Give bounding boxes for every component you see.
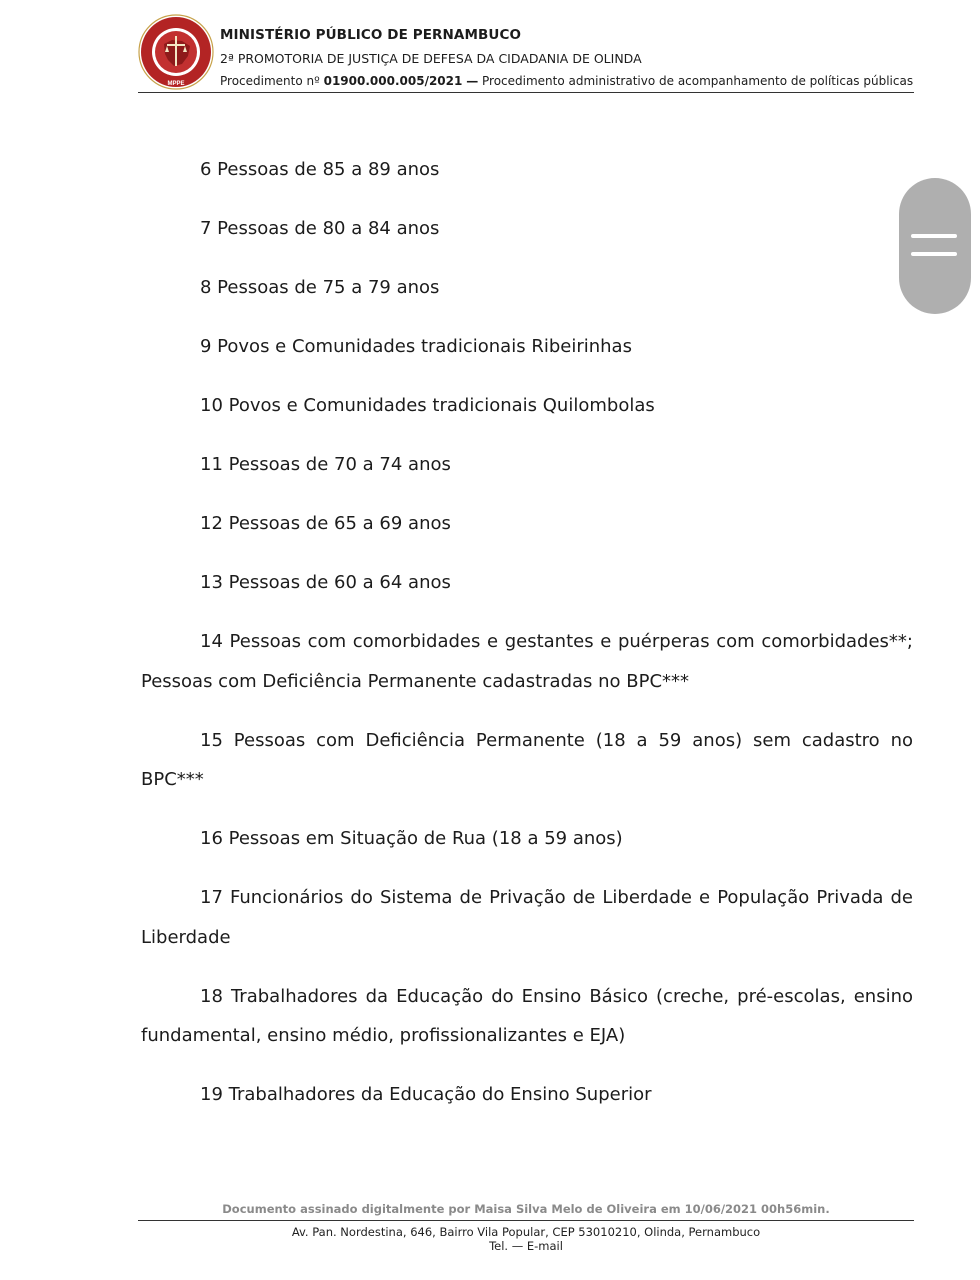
list-item: 14 Pessoas com comorbidades e gestantes e puérperas com comorbidades**; Pessoas com Deficiência Permanente cadastradas no BPC***: [141, 631, 913, 692]
footer-address-block: [0, 1225, 980, 1253]
list-item: 8 Pessoas de 75 a 79 anos: [200, 277, 440, 298]
list-item: 16 Pessoas em Situação de Rua (18 a 59 anos): [200, 828, 623, 849]
procedure-description: Procedimento administrativo de acompanhamento de políticas públicas: [482, 74, 914, 88]
scroll-drag-handle[interactable]: [899, 178, 971, 314]
list-item: 6 Pessoas de 85 a 89 anos: [200, 159, 440, 180]
procedure-dash: —: [466, 74, 479, 88]
list-item: 7 Pessoas de 80 a 84 anos: [200, 218, 440, 239]
department-name: 2ª PROMOTORIA DE JUSTIÇA DE DEFESA DA CIDADANIA DE OLINDA: [220, 51, 642, 66]
list-item: 10 Povos e Comunidades tradicionais Quilombolas: [200, 395, 655, 416]
procedure-line: [220, 70, 913, 93]
list-item: 12 Pessoas de 65 a 69 anos: [200, 513, 451, 534]
document-header: [138, 12, 914, 93]
svg-text:MPPE: MPPE: [167, 81, 185, 87]
list-item: 17 Funcionários do Sistema de Privação de Liberdade e População Privada de Liberdade: [141, 887, 913, 948]
list-item: 13 Pessoas de 60 a 64 anos: [200, 572, 451, 593]
priority-groups-list: [141, 150, 913, 1134]
footer-contact: Tel. — E-mail: [489, 1239, 563, 1253]
list-item: 9 Povos e Comunidades tradicionais Ribeirinhas: [200, 336, 632, 357]
procedure-prefix: Procedimento nº: [220, 74, 320, 88]
procedure-number: 01900.000.005/2021: [323, 74, 463, 88]
list-item: 18 Trabalhadores da Educação do Ensino Básico (creche, pré-escolas, ensino fundamental, ensino médio, profissionalizantes e EJA): [141, 985, 913, 1046]
digital-signature-note: Documento assinado digitalmente por Maisa Silva Melo de Oliveira em 10/06/2021 00h56min.: [222, 1202, 830, 1216]
header-text-block: [220, 24, 913, 93]
list-item: 19 Trabalhadores da Educação do Ensino Superior: [200, 1084, 652, 1105]
mppe-seal-logo: [138, 14, 214, 90]
footer-address: Av. Pan. Nordestina, 646, Bairro Vila Popular, CEP 53010210, Olinda, Pernambuco: [291, 1225, 761, 1239]
footer-divider: [138, 1220, 914, 1221]
list-item: 15 Pessoas com Deficiência Permanente (18 a 59 anos) sem cadastro no BPC***: [141, 729, 913, 790]
list-item: 11 Pessoas de 70 a 74 anos: [200, 454, 451, 475]
organization-name: MINISTÉRIO PÚBLICO DE PERNAMBUCO: [220, 27, 522, 43]
